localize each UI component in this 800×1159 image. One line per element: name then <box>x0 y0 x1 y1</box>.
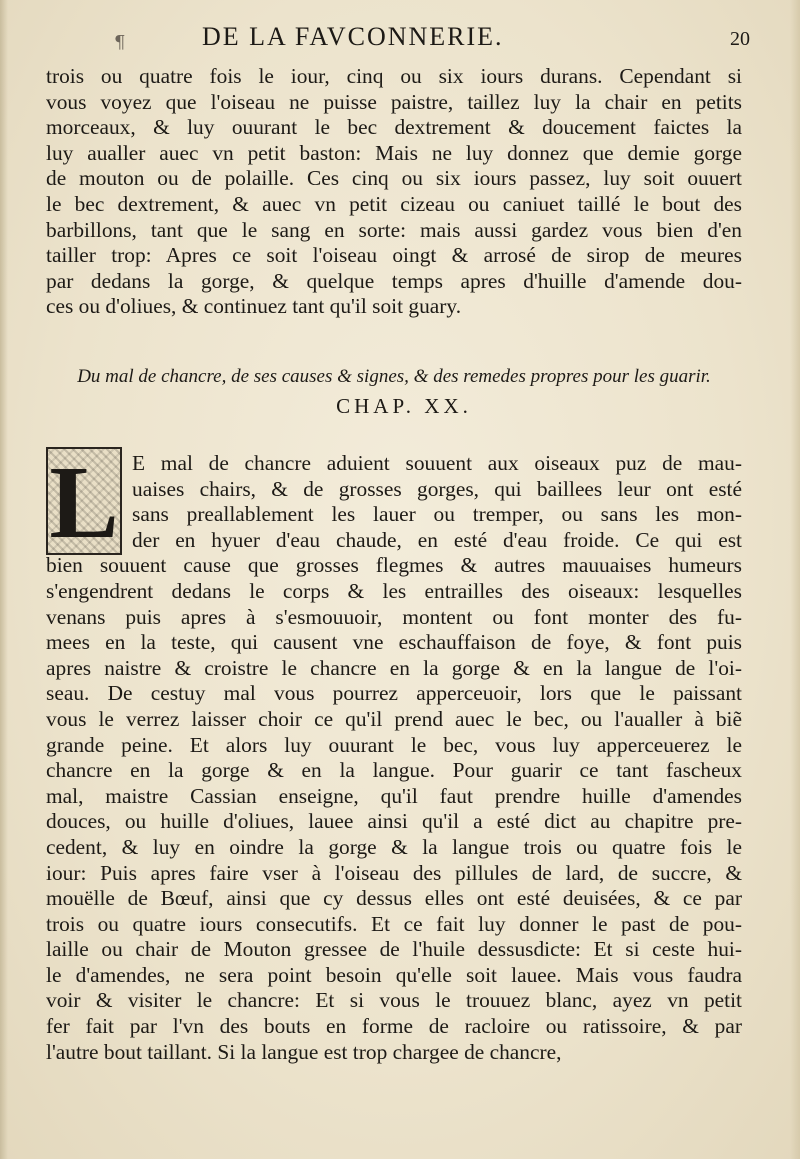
text-line: l'autre bout taillant. Si la langue est trop chargee de chancre, <box>46 1039 562 1064</box>
drop-cap-letter: L <box>49 445 119 560</box>
text-line: cedent, & luy en oindre la gorge & la langue trois ou quatre fois le <box>46 834 742 859</box>
text-line: s'engendrent dedans le corps & les entrailles des oiseaux: lesquelles <box>46 578 742 603</box>
text-line: trois ou quatre iours consecutifs. Et ce fait luy donner le past de pou- <box>46 911 742 936</box>
text-line: venans puis apres à s'esmouuoir, montent ou font monter des fu- <box>46 604 742 629</box>
text-line: tailler trop: Apres ce soit l'oiseau oingt & arrosé de sirop de meures <box>46 243 742 268</box>
text-line: mees en la teste, qui causent vne eschauffaison de foye, & font puis <box>46 630 742 655</box>
text-line: vous le verrez laisser choir ce qu'il prend auec le bec, ou l'aualler à biẽ <box>46 706 742 731</box>
text-line: trois ou quatre fois le iour, cinq ou six iours durans. Cependant si <box>46 64 742 88</box>
text-line: mouëlle de Bœuf, ainsi que cy dessus elles ont esté deuisées, & ce par <box>46 886 742 911</box>
text-line: E mal de chancre aduient souuent aux oiseaux puz de mau- <box>132 451 742 475</box>
page-edge-shadow <box>0 0 8 1159</box>
text-line: apres naistre & croistre le chancre en la gorge & en la langue de l'oi- <box>46 655 742 680</box>
text-line: le bec dextrement, & auec vn petit cizeau ou caniuet taillé le bout des <box>46 191 742 216</box>
text-line: seau. De cestuy mal vous pourrez apperceuoir, lors que le paissant <box>46 681 742 706</box>
text-line: voir & visiter le chancre: Et si vous le trouuez blanc, ayez vn petit <box>46 988 742 1013</box>
text-line: mal, maistre Cassian enseigne, qu'il faut prendre huille d'amendes <box>46 783 742 808</box>
text-line: vous voyez que l'oiseau ne puisse paistre, taillez luy la chair en petits <box>46 89 742 114</box>
pilcrow-mark: ¶ <box>114 32 126 53</box>
text-line: ces ou d'oliues, & continuez tant qu'il soit guary. <box>46 294 462 319</box>
text-line: par dedans la gorge, & quelque temps apres d'huille d'amende dou- <box>46 268 742 293</box>
paragraph-continued <box>46 64 742 320</box>
running-head: DE LA FAVCONNERIE. <box>202 22 504 51</box>
text-line: barbillons, tant que le sang en sorte: mais aussi gardez vous bien d'en <box>46 217 742 242</box>
text-line: morceaux, & luy ouurant le bec dextrement & doucement faictes la <box>46 115 742 140</box>
text-line: sans preallablement les lauer ou tremper, ou sans les mon- <box>132 502 742 527</box>
text-line: luy aualler auec vn petit baston: Mais ne luy donnez que demie gorge <box>46 140 742 165</box>
chapter-body <box>46 445 742 1065</box>
page-number: 20 <box>730 28 750 50</box>
chapter-title: Du mal de chancre, de ses causes & signes, & des remedes propres pour les guarir. <box>77 366 711 387</box>
text-line: le d'amendes, ne sera point besoin qu'elle soit lauee. Mais vous faudra <box>46 962 742 987</box>
text-line: bien souuent cause que grosses flegmes & autres mauuaises humeurs <box>46 553 742 578</box>
page-edge-shadow <box>790 0 800 1159</box>
chapter-number: CHAP. XX. <box>336 394 472 418</box>
text-line: der en hyuer d'eau chaude, en esté d'eau froide. Ce qui est <box>132 527 742 552</box>
text-line: laille ou chair de Mouton gressee de l'huile dessusdicte: Et si ceste hui- <box>46 937 742 962</box>
text-line: fer fait par l'vn des bouts en forme de racloire ou ratissoire, & par <box>46 1014 742 1039</box>
text-line: chancre en la gorge & en la langue. Pour guarir ce tant fascheux <box>46 758 742 783</box>
text-line: grande peine. Et alors luy ouurant le bec, vous luy apperceuerez le <box>46 732 742 757</box>
text-line: uaises chairs, & de grosses gorges, qui baillees leur ont esté <box>132 476 742 501</box>
page-header <box>110 22 750 58</box>
text-line: iour: Puis apres faire vser à l'oiseau des pillules de lard, de succre, & <box>46 860 742 885</box>
text-line: douces, ou huille d'oliues, lauee ainsi qu'il a esté dict au chapitre pre- <box>46 809 742 834</box>
text-line: de mouton ou de polaille. Ces cinq ou six iours passez, luy soit ouuert <box>46 166 742 191</box>
